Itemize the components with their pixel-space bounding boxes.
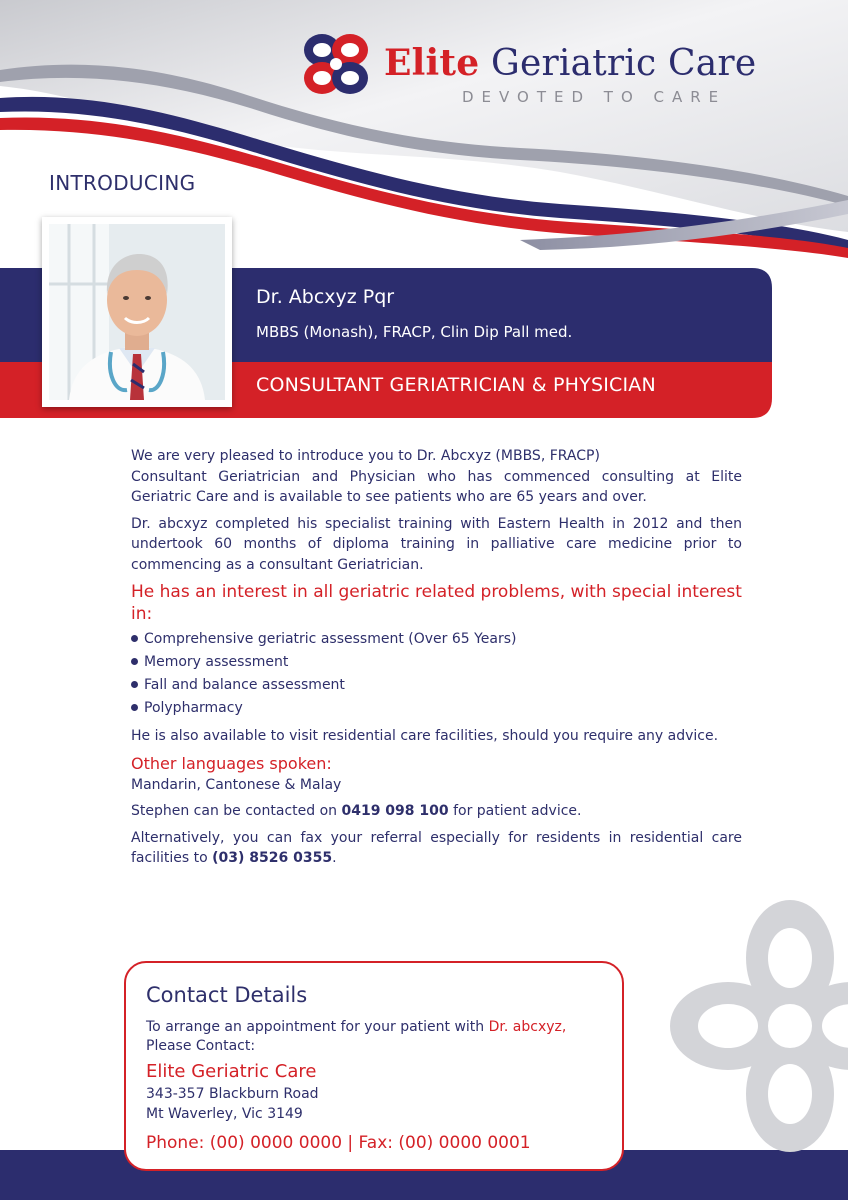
intro-line: We are very pleased to introduce you to Dr. Abcxyz (MBBS, FRACP) bbox=[131, 448, 600, 464]
brand-title bbox=[384, 42, 756, 84]
fax-paragraph: Alternatively, you can fax your referral especially for residents in residential care facilities to (03) 8526 0355. bbox=[131, 829, 742, 866]
brand-name-elite: Elite bbox=[384, 42, 480, 84]
doctor-qualifications: MBBS (Monash), FRACP, Clin Dip Pall med. bbox=[256, 323, 573, 341]
phone-paragraph: Stephen can be contacted on 0419 098 100 for patient advice. bbox=[131, 803, 582, 819]
doctor-role: CONSULTANT GERIATRICIAN & PHYSICIAN bbox=[256, 374, 656, 396]
introducing-label: INTRODUCING bbox=[49, 171, 196, 195]
contact-company: Elite Geriatric Care bbox=[146, 1061, 317, 1082]
mobile-number[interactable]: 0419 098 100 bbox=[341, 803, 449, 819]
list-item: Memory assessment bbox=[131, 651, 742, 674]
doctor-photo bbox=[49, 224, 225, 400]
bullet-icon bbox=[131, 635, 138, 642]
intro-paragraph: Consultant Geriatrician and Physician who has commenced consulting at Elite Geriatric Care and is available to see patients who are 65 years and over. bbox=[131, 468, 742, 505]
address-line-2: Mt Waverley, Vic 3149 bbox=[146, 1106, 303, 1122]
training-paragraph: Dr. abcxyz completed his specialist training with Eastern Health in 2012 and then undertook 60 months of diploma training in palliative care medicine prior to commencing as a consultant Geriatrician. bbox=[131, 515, 742, 573]
contact-doctor: Dr. abcxyz, bbox=[488, 1019, 567, 1035]
please-contact: Please Contact: bbox=[146, 1038, 256, 1054]
list-item: Comprehensive geriatric assessment (Over 65 Years) bbox=[131, 628, 742, 651]
doctor-photo-frame bbox=[42, 217, 232, 407]
contact-arrange-line: To arrange an appointment for your patient with Dr. abcxyz, bbox=[146, 1019, 567, 1035]
contact-title: Contact Details bbox=[146, 983, 308, 1007]
brand-name-rest: Geriatric Care bbox=[490, 43, 757, 84]
languages-list: Mandarin, Cantonese & Malay bbox=[131, 776, 342, 793]
doctor-name: Dr. Abcxyz Pqr bbox=[256, 286, 395, 308]
residential-paragraph: He is also available to visit residential care facilities, should you require any advice. bbox=[131, 728, 719, 744]
address-line-1: 343-357 Blackburn Road bbox=[146, 1086, 319, 1102]
list-item: Fall and balance assessment bbox=[131, 674, 742, 697]
phone-fax[interactable]: Phone: (00) 0000 0000 | Fax: (00) 0000 0001 bbox=[146, 1133, 531, 1153]
languages-heading: Other languages spoken: bbox=[131, 753, 332, 773]
bullet-icon bbox=[131, 658, 138, 665]
bullet-icon bbox=[131, 681, 138, 688]
body-text bbox=[131, 446, 742, 875]
interest-list bbox=[131, 628, 742, 720]
flower-logo-icon bbox=[296, 24, 376, 104]
bullet-icon bbox=[131, 704, 138, 711]
list-item: Polypharmacy bbox=[131, 697, 742, 720]
flower-watermark-icon bbox=[670, 900, 848, 1152]
fax-number[interactable]: (03) 8526 0355 bbox=[212, 850, 333, 866]
brand-tagline: DEVOTED TO CARE bbox=[462, 88, 727, 106]
interest-heading: He has an interest in all geriatric related problems, with special interest in: bbox=[131, 582, 742, 624]
